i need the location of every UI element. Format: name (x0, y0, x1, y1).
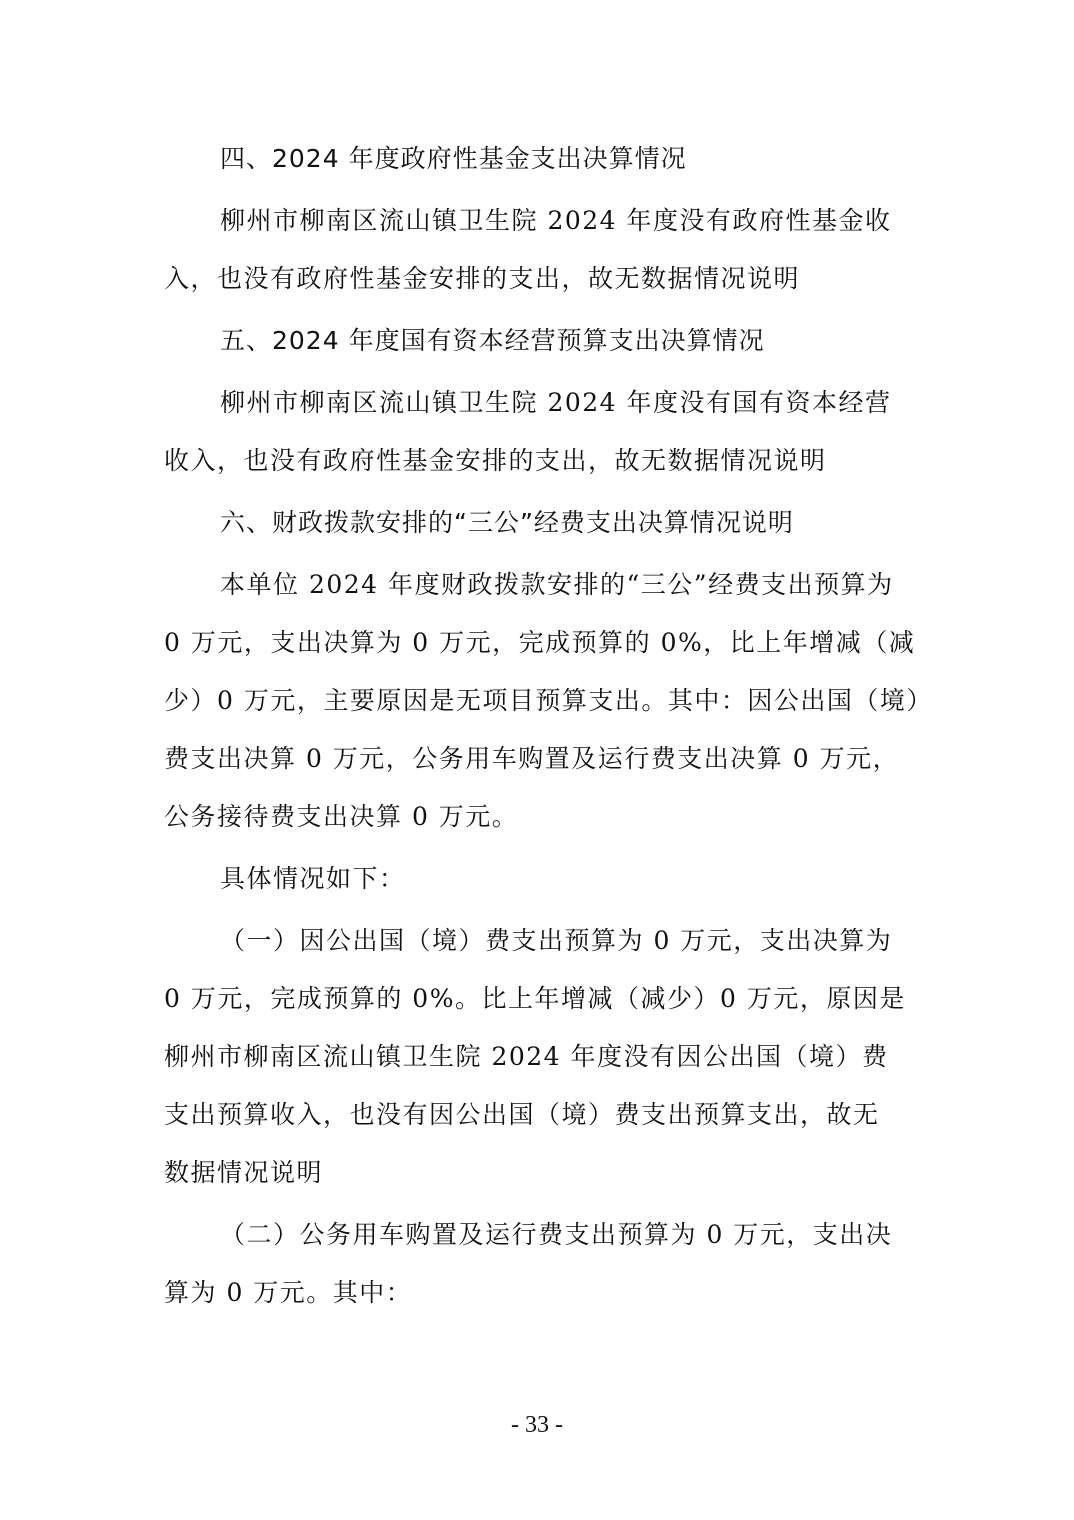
paragraph-line: 支出预算收入，也没有因公出国（境）费支出预算支出，故无 (164, 1100, 880, 1129)
paragraph-line: 算为 0 万元。其中： (164, 1278, 413, 1307)
paragraph-line: 柳州市柳南区流山镇卫生院 2024 年度没有国有资本经营 (220, 388, 892, 417)
section-heading-5: 五、2024 年度国有资本经营预算支出决算情况 (220, 326, 765, 355)
paragraph-line: （二）公务用车购置及运行费支出预算为 0 万元，支出决 (220, 1220, 893, 1249)
paragraph-line: 入，也没有政府性基金安排的支出，故无数据情况说明 (164, 264, 801, 293)
paragraph-line: 公务接待费支出决算 0 万元。 (164, 802, 519, 831)
paragraph-line: 数据情况说明 (164, 1158, 324, 1187)
paragraph-line: 0 万元，支出决算为 0 万元，完成预算的 0%，比上年增减（减 (164, 628, 916, 657)
details-intro: 具体情况如下： (220, 864, 406, 893)
paragraph-line: 本单位 2024 年度财政拨款安排的“三公”经费支出预算为 (220, 570, 894, 599)
section-heading-4: 四、2024 年度政府性基金支出决算情况 (220, 144, 687, 173)
paragraph-line: 柳州市柳南区流山镇卫生院 2024 年度没有政府性基金收 (220, 206, 892, 235)
paragraph-line: （一）因公出国（境）费支出预算为 0 万元，支出决算为 (220, 926, 893, 955)
paragraph-line: 少）0 万元，主要原因是无项目预算支出。其中：因公出国（境） (164, 686, 933, 715)
paragraph-line: 收入，也没有政府性基金安排的支出，故无数据情况说明 (164, 446, 827, 475)
paragraph-line: 柳州市柳南区流山镇卫生院 2024 年度没有因公出国（境）费 (164, 1042, 889, 1071)
paragraph-line: 费支出决算 0 万元，公务用车购置及运行费支出决算 0 万元， (164, 744, 900, 773)
section-heading-6: 六、财政拨款安排的“三公”经费支出决算情况说明 (220, 508, 794, 537)
page-number: - 33 - (511, 1412, 563, 1438)
paragraph-line: 0 万元，完成预算的 0%。比上年增减（减少）0 万元，原因是 (164, 984, 906, 1013)
